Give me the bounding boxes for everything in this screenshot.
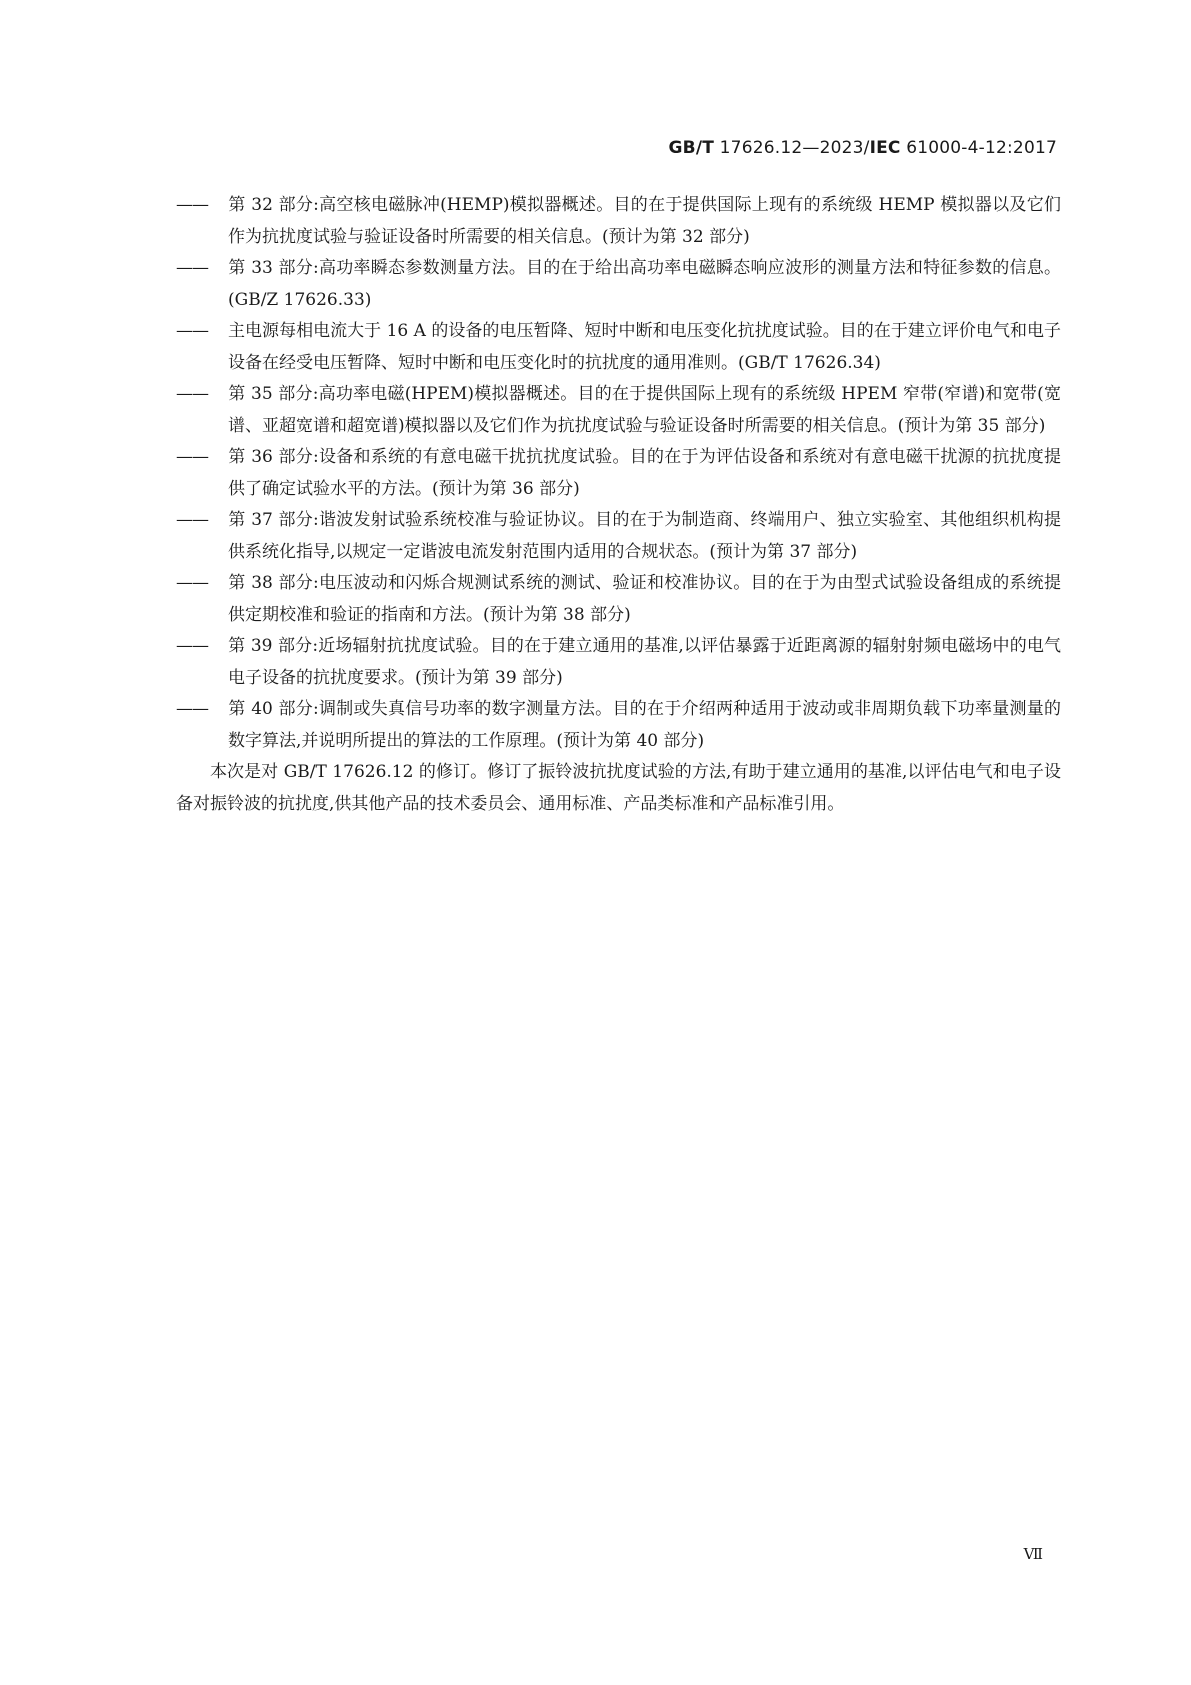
list-dash: —— [176, 384, 208, 404]
list-item-text: 第 40 部分:调制或失真信号功率的数字测量方法。目的在于介绍两种适用于波动或非周期负载下功率量测量的数字算法,并说明所提出的算法的工作原理。(预计为第 40 部分) [228, 699, 1061, 751]
list-dash: —— [176, 258, 208, 278]
list-item-text: 第 35 部分:高功率电磁(HPEM)模拟器概述。目的在于提供国际上现有的系统级 HPEM 窄带(窄谱)和宽带(宽谱、亚超宽谱和超宽谱)模拟器以及它们作为抗扰度试验与验证设备时所需要的相关信息。(预计为第 35 部分) [228, 384, 1061, 436]
list-item-text: 主电源每相电流大于 16 A 的设备的电压暂降、短时中断和电压变化抗扰度试验。目的在于建立评价电气和电子设备在经受电压暂降、短时中断和电压变化时的抗扰度的通用准则。(GB/T 17626.34) [228, 321, 1061, 373]
list-item-text: 第 38 部分:电压波动和闪烁合规测试系统的测试、验证和校准协议。目的在于为由型式试验设备组成的系统提供定期校准和验证的指南和方法。(预计为第 38 部分) [228, 573, 1061, 625]
list-item [176, 631, 1061, 694]
list-dash: —— [176, 321, 208, 341]
std-code: GB/T [668, 138, 715, 158]
iec-number: 61000-4-12:2017 [906, 138, 1057, 158]
part-list [176, 190, 1061, 757]
list-item-text: 第 33 部分:高功率瞬态参数测量方法。目的在于给出高功率电磁瞬态响应波形的测量方法和特征参数的信息。(GB/Z 17626.33) [228, 258, 1061, 310]
list-item-text: 第 36 部分:设备和系统的有意电磁干扰抗扰度试验。目的在于为评估设备和系统对有意电磁干扰源的抗扰度提供了确定试验水平的方法。(预计为第 36 部分) [228, 447, 1061, 499]
list-dash: —— [176, 699, 208, 719]
list-item [176, 505, 1061, 568]
list-item-text: 第 37 部分:谐波发射试验系统校准与验证协议。目的在于为制造商、终端用户、独立实验室、其他组织机构提供系统化指导,以规定一定谐波电流发射范围内适用的合规状态。(预计为第 37 部分) [228, 510, 1061, 562]
document-header [669, 138, 1057, 158]
list-item [176, 190, 1061, 253]
list-dash: —— [176, 447, 208, 467]
list-dash: —— [176, 195, 208, 215]
list-item-text: 第 39 部分:近场辐射抗扰度试验。目的在于建立通用的基准,以评估暴露于近距离源的辐射射频电磁场中的电气电子设备的抗扰度要求。(预计为第 39 部分) [228, 636, 1061, 688]
iec-code: IEC [869, 138, 901, 158]
list-item [176, 253, 1061, 316]
list-dash: —— [176, 510, 208, 530]
list-item [176, 442, 1061, 505]
list-item [176, 316, 1061, 379]
std-number: 17626.12—2023/ [719, 138, 870, 158]
list-dash: —— [176, 636, 208, 656]
list-item [176, 379, 1061, 442]
list-dash: —— [176, 573, 208, 593]
list-item-text: 第 32 部分:高空核电磁脉冲(HEMP)模拟器概述。目的在于提供国际上现有的系统级 HEMP 模拟器以及它们作为抗扰度试验与验证设备时所需要的相关信息。(预计为第 32 部分) [228, 195, 1061, 247]
list-item [176, 694, 1061, 757]
document-body [176, 190, 1061, 820]
page-number: Ⅶ [1023, 1545, 1043, 1563]
revision-paragraph: 本次是对 GB/T 17626.12 的修订。修订了振铃波抗扰度试验的方法,有助于建立通用的基准,以评估电气和电子设备对振铃波的抗扰度,供其他产品的技术委员会、通用标准、产品类标准和产品标准引用。 [176, 762, 1061, 814]
list-item [176, 568, 1061, 631]
